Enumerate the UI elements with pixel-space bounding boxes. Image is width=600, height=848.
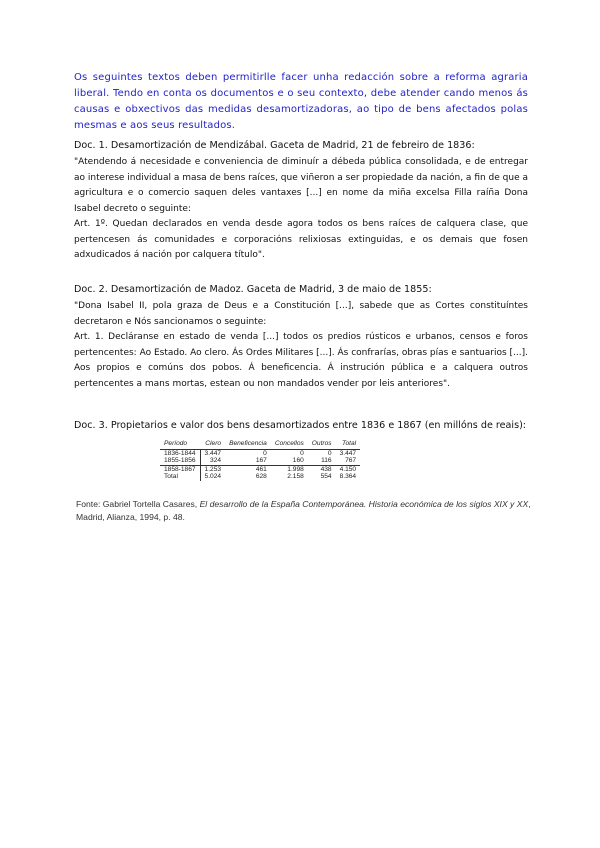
document-2-quote: "Dona Isabel II, pola graza de Deus e a Constitución [...], sabede que as Cortes constituíntes decretaron e Nós sancionamos o seguinte: — [74, 301, 528, 327]
table-cell: 1858-1867 — [160, 465, 200, 473]
table-row — [160, 450, 360, 458]
source-prefix: Fonte: Gabriel Tortella Casares, — [76, 499, 200, 509]
table-cell: 116 — [321, 457, 332, 465]
properties-table — [160, 439, 360, 481]
table-cell: 160 — [292, 457, 304, 465]
document-1 — [74, 138, 528, 264]
table-row — [160, 465, 360, 473]
document-1-article: Art. 1º. Quedan declarados en venda desde agora todos os bens raíces de calquera clase, que pertencesen ás comunidades e corporacións relixiosas extinguidas, e os demais que fosen adxudicados á nación por calquera título". — [74, 219, 528, 260]
table-cell: 1855-1856 — [160, 457, 200, 465]
document-2 — [74, 282, 528, 392]
table-cell: 461 — [225, 465, 271, 473]
source-citation — [76, 498, 536, 524]
document-3-heading: Doc. 3. Propietarios e valor dos bens desamortizados entre 1836 e 1867 (en millóns de reais): — [74, 420, 527, 431]
table-cell: 4.150 — [336, 465, 361, 473]
table-cell: 3.447 — [339, 450, 357, 457]
table-cell: 1836-1844 — [160, 450, 200, 458]
table-cell: 767 — [345, 457, 357, 465]
table-cell: Total — [160, 473, 200, 480]
document-2-article: Art. 1. Decláranse en estado de venda [...] todos os predios rústicos e urbanos, censos e foros pertencentes: Ao Estado. Ao clero. Ás Ordes Militares [...]. Ás confrarías, obras pías e santuarios [...]. Aos propios e comúns dos pobos. Á beneficencia. Á instrución pública e a calquera outros pertencentes a mans mortas, estean ou non mandados vender por leis anteriores". — [74, 332, 528, 389]
table-cell: 438 — [308, 465, 336, 473]
table-cell: 0 — [263, 450, 267, 457]
table-cell: 0 — [300, 450, 304, 457]
header-beneficencia: Beneficencia — [225, 439, 271, 450]
instructions-paragraph: Os seguintes textos deben permitirlle facer unha redacción sobre a reforma agraria liberal. Tendo en conta os documentos e o seu contexto, debe atender cando menos ás causas e obxectivos das medidas desamortizadoras, ao tipo de bens afectados polas mesmas e aos seus resultados. — [74, 72, 528, 131]
source-suffix: , Madrid, Alianza, 1994, p. 48. — [76, 499, 531, 522]
header-outros: Outros — [308, 439, 336, 450]
header-concellos: Concellos — [271, 439, 308, 450]
table-cell: 2.158 — [287, 473, 304, 481]
table-cell: 5.024 — [204, 473, 222, 481]
document-1-quote: "Atendendo á necesidade e conveniencia de diminuír a débeda pública consolidada, e de entregar ao interese individual a masa de bens raíces, que viñeron a ser propiedade da nación, a fin de que a agricultura e o comercio saquen deles vantaxes [...] en nome da miña excelsa Filla raíña Dona Isabel decreto o seguinte: — [74, 157, 528, 214]
table-cell: 324 — [210, 457, 222, 465]
table-row — [160, 457, 360, 465]
table-cell: 8.364 — [339, 473, 357, 481]
table-cell: 1.253 — [200, 465, 225, 473]
table-cell: 3.447 — [204, 450, 222, 457]
table-cell: 554 — [320, 473, 332, 481]
table-cell: 1.998 — [271, 465, 308, 473]
table-cell: 167 — [255, 457, 267, 465]
header-clero: Clero — [200, 439, 225, 450]
header-total: Total — [336, 439, 361, 450]
header-period: Período — [160, 439, 200, 450]
table-cell: 0 — [327, 450, 332, 457]
table-total-row — [160, 473, 360, 480]
table-header-row — [160, 439, 360, 450]
document-2-heading: Doc. 2. Desamortización de Madoz. Gaceta de Madrid, 3 de maio de 1855: — [74, 284, 432, 295]
document-3 — [74, 418, 528, 435]
source-book-title: El desarrollo de la España Contemporánea. Historia económica de los siglos XIX y XX — [199, 499, 529, 509]
table-cell: 628 — [255, 473, 267, 481]
document-1-heading: Doc. 1. Desamortización de Mendizábal. Gaceta de Madrid, 21 de febreiro de 1836: — [74, 140, 475, 151]
